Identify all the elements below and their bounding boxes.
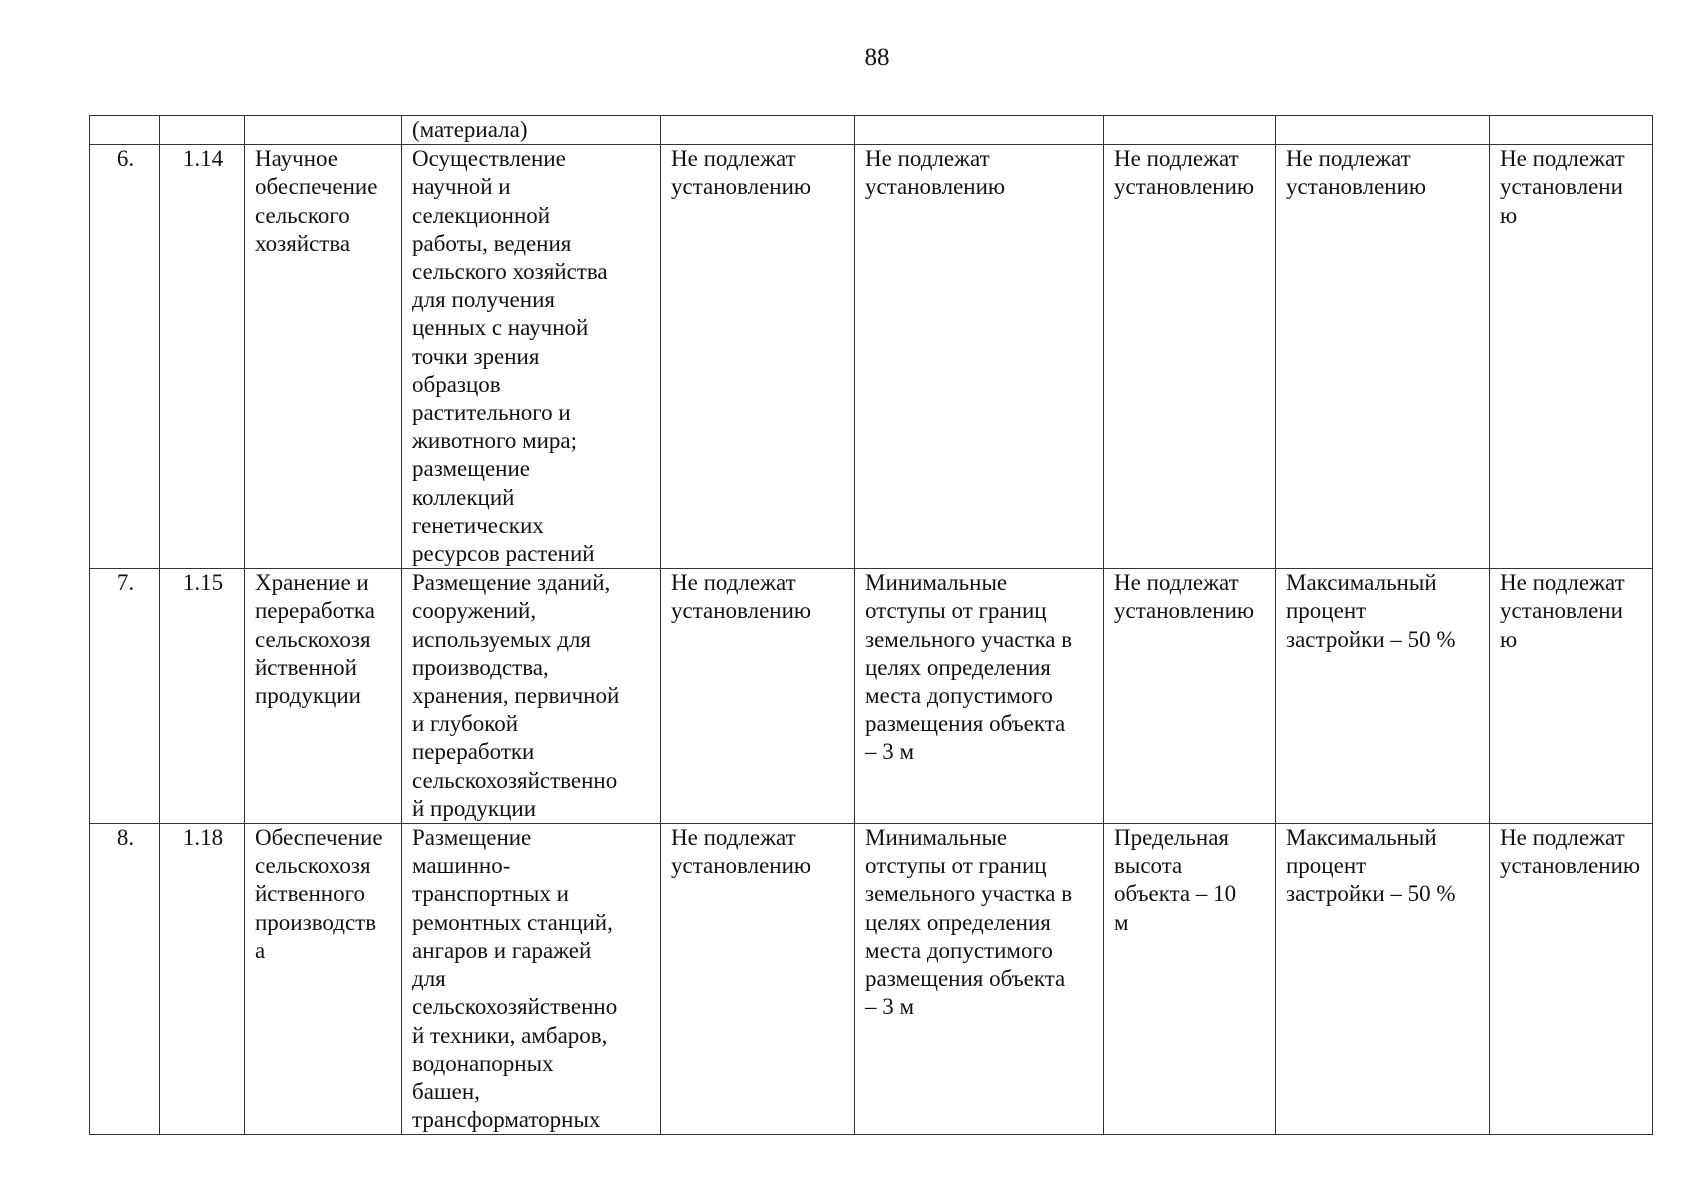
cell-text-line: Не подлежат [671,570,796,596]
row-code: 1.14 [160,145,245,569]
cell-col5 [661,145,855,569]
cell-text-line: башен, [412,1078,480,1104]
cell-text-line: Не подлежат [671,146,796,172]
cell-col7 [1104,569,1276,824]
regulations-table [89,115,1653,1135]
cell-num [90,116,160,145]
cell-col8 [1276,145,1490,569]
land-use-name [245,824,402,1135]
row-number: 6. [90,145,160,569]
cell-text-line: Не подлежат [1500,570,1625,596]
cell-text-line: установлению [1286,174,1427,200]
cell-col6 [855,116,1104,145]
cell-text-line: Размещение [412,825,532,851]
cell-col6 [855,145,1104,569]
row-number: 8. [90,824,160,1135]
cell-text-line: Обеспечение [255,825,383,851]
cell-text-line: йственного [255,881,365,907]
cell-text-line: генетических [412,512,544,538]
cell-text-line: продукции [255,683,361,709]
cell-text-line: сельскохозя [255,626,371,652]
cell-name [245,116,402,145]
cell-text-line: земельного участка в [865,881,1073,907]
table-row [90,569,1653,824]
cell-text-line: размещение [412,456,530,482]
cell-text-line: места допустимого [865,937,1053,963]
cell-col9 [1490,116,1653,145]
cell-text-line: коллекций [412,484,515,510]
cell-col7 [1104,145,1276,569]
cell-text-line: селекционной [412,202,551,228]
cell-col8 [1276,569,1490,824]
cell-col9 [1490,569,1653,824]
cell-text-line: йственной [255,654,357,680]
page-number: 88 [864,44,890,71]
cell-text-line: застройки – 50 % [1286,626,1456,652]
row-code: 1.18 [160,824,245,1135]
cell-text-line: высота [1114,853,1183,879]
land-use-description [402,569,661,824]
table-row-continuation [90,116,1653,145]
cell-text-line: ресурсов растений [412,541,595,567]
cell-text-line: точки зрения [412,343,540,369]
cell-col5 [661,824,855,1135]
cell-text-line: сельского [255,202,350,228]
cell-text-line: установлени [1500,598,1623,624]
cell-text-line: ремонтных станций, [412,909,613,935]
cell-text-line: земельного участка в [865,626,1073,652]
land-use-name [245,145,402,569]
cell-text-line: Минимальные [865,825,1008,851]
cell-text-line: целях определения [865,909,1051,935]
cell-text-line: места допустимого [865,683,1053,709]
cell-text-line: для [412,966,446,992]
cell-text-line: Максимальный [1286,570,1437,596]
cell-text-line: Минимальные [865,570,1008,596]
cell-col9 [1490,145,1653,569]
cell-col6 [855,569,1104,824]
cell-text-line: ангаров и гаражей [412,937,592,963]
cell-text-line: отступы от границ [865,598,1047,624]
cell-text-line: ценных с научной [412,315,589,341]
cell-text-line: размещения объекта [865,711,1066,737]
cell-text-line: установлению [671,853,812,879]
cell-text-line: научной и [412,174,511,200]
cell-text-line: Осуществление [412,146,566,172]
cell-text-line: сооружений, [412,598,537,624]
cell-text-line: сельскохозяйственно [412,767,618,793]
cell-text-line: целях определения [865,654,1051,680]
cell-text-line: сельскохозяйственно [412,994,618,1020]
cell-text-line: Не подлежат [1114,570,1239,596]
cell-col7 [1104,824,1276,1135]
cell-text-line: животного мира; [412,428,578,454]
cell-text-line: объекта – 10 [1114,881,1237,907]
cell-col7 [1104,116,1276,145]
cell-text-line: Не подлежат [671,825,796,851]
land-use-description [402,824,661,1135]
cell-col8 [1276,824,1490,1135]
cell-text-line: производства, [412,654,549,680]
cell-text-line: производств [255,909,377,935]
cell-text-line: Предельная [1114,825,1229,851]
cell-text-line: м [1114,909,1129,935]
cell-text-line: хранения, первичной [412,683,620,709]
cell-text-line: и глубокой [412,711,519,737]
cell-text-line: работы, ведения [412,230,572,256]
cell-col8 [1276,116,1490,145]
cell-text-line: машинно- [412,853,511,879]
cell-text-line: установлению [1114,174,1255,200]
cell-text-line: – 3 м [865,739,915,765]
cell-text-line: установлению [1114,598,1255,624]
cell-text-line: ю [1500,626,1518,652]
cell-text-line: размещения объекта [865,966,1066,992]
cell-code [160,116,245,145]
cell-text-line: (материала) [412,117,528,142]
cell-text-line: растительного и [412,400,571,426]
cell-text-line: Максимальный [1286,825,1437,851]
row-code: 1.15 [160,569,245,824]
cell-text-line: установлению [1500,853,1641,879]
cell-text-line: хозяйства [255,230,351,256]
cell-text-line: процент [1286,853,1367,879]
cell-text-line: установлению [865,174,1006,200]
cell-text-line: отступы от границ [865,853,1047,879]
cell-text-line: водонапорных [412,1050,554,1076]
cell-text-line: Не подлежат [1286,146,1411,172]
land-use-name [245,569,402,824]
cell-col9 [1490,824,1653,1135]
cell-text-line: Не подлежат [1500,146,1625,172]
cell-text-line: Научное [255,146,339,172]
cell-text-line: переработка [255,598,375,624]
cell-text-line: ю [1500,202,1518,228]
cell-col5 [661,569,855,824]
land-use-description [402,145,661,569]
cell-text-line: а [255,937,266,963]
table-row [90,824,1653,1135]
row-number: 7. [90,569,160,824]
cell-text-line: для получения [412,287,555,313]
cell-text-line: установлени [1500,174,1623,200]
table-row [90,145,1653,569]
cell-text-line: трансформаторных [412,1107,601,1133]
cell-col6 [855,824,1104,1135]
cell-text-line: Не подлежат [1114,146,1239,172]
cell-text-line: сельскохозя [255,853,371,879]
cell-text-line: Хранение и [255,570,369,596]
cell-text-line: – 3 м [865,994,915,1020]
cell-text-line: й техники, амбаров, [412,1022,608,1048]
cell-description [402,116,661,145]
cell-text-line: Размещение зданий, [412,570,611,596]
cell-text-line: транспортных и [412,881,569,907]
cell-text-line: обеспечение [255,174,378,200]
cell-text-line: сельского хозяйства [412,259,608,285]
cell-text-line: Не подлежат [1500,825,1625,851]
cell-text-line: переработки [412,739,535,765]
cell-text-line: застройки – 50 % [1286,881,1456,907]
cell-text-line: используемых для [412,626,592,652]
cell-text-line: установлению [671,598,812,624]
cell-text-line: установлению [671,174,812,200]
cell-text-line: образцов [412,371,501,397]
cell-text-line: Не подлежат [865,146,990,172]
cell-col5 [661,116,855,145]
cell-text-line: процент [1286,598,1367,624]
cell-text-line: й продукции [412,795,537,821]
